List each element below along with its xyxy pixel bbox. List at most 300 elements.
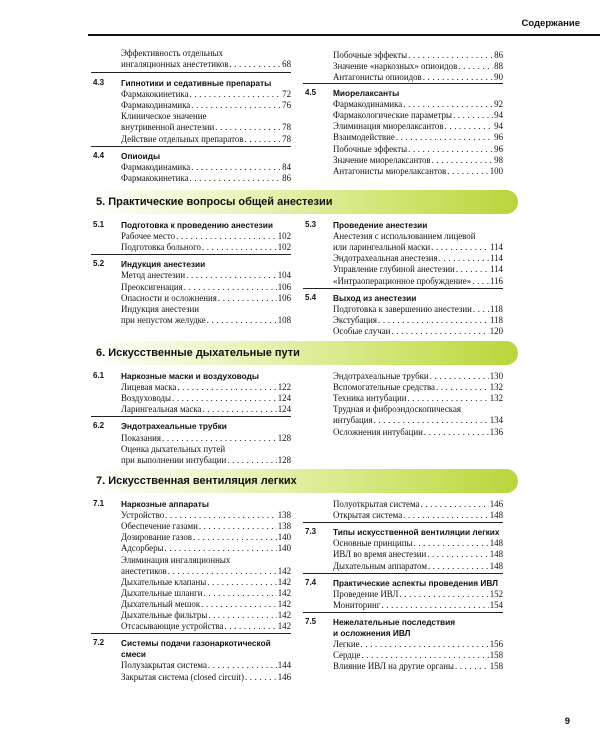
dot-leader <box>176 231 277 241</box>
toc-entry <box>333 276 503 286</box>
dot-leader <box>427 549 488 559</box>
chapter-heading: 7. Искусственная вентиляция легких <box>88 469 518 493</box>
toc-entry <box>333 50 503 60</box>
toc-entry <box>121 59 291 69</box>
toc-page-number: 114 <box>490 264 503 275</box>
dot-leader <box>407 393 488 403</box>
toc-entry-label: Ларингеальная маска <box>121 404 202 415</box>
toc-entry-label: при выполнении интубации <box>121 454 227 465</box>
toc-entry <box>121 543 291 553</box>
toc-page-number: 142 <box>277 565 291 576</box>
toc-entry-label: Клиническое значение <box>121 111 207 122</box>
toc-page-number: 146 <box>277 671 291 682</box>
toc-entry-label: Антагонисты опиоидов <box>333 72 422 83</box>
toc-entry <box>121 555 291 565</box>
toc-page-number: 142 <box>277 576 291 587</box>
toc-entry <box>121 404 291 414</box>
toc-entry-label: «Интраоперационное пробуждение» <box>333 275 472 286</box>
toc-entry-label: Метод анестезии <box>121 270 186 281</box>
dot-leader <box>414 538 489 548</box>
toc-entry <box>333 304 503 314</box>
toc-entry-label: Подготовка больного <box>121 242 201 253</box>
dot-leader <box>207 315 277 325</box>
toc-page-number: 148 <box>489 510 503 521</box>
toc-entry-label: Действие отдельных препаратов <box>121 133 244 144</box>
toc-entry <box>121 433 291 443</box>
dot-leader <box>207 577 277 587</box>
toc-entry-label: Открытая система <box>333 510 403 521</box>
toc-page-number: 68 <box>282 59 291 70</box>
toc-entry <box>333 121 503 131</box>
toc-entry <box>333 110 503 120</box>
toc-entry-label: Управление глубиной анестезии <box>333 264 455 275</box>
toc-entry-label: Показания <box>121 432 161 443</box>
section-rule <box>303 522 503 523</box>
toc-page-number: 102 <box>277 231 291 242</box>
section-rule <box>303 573 503 574</box>
toc-entry-label: Дыхательные клапаны <box>121 576 207 587</box>
toc-entry-label: или ларингеальной маски <box>333 242 431 253</box>
toc-page-number: 106 <box>277 281 291 292</box>
toc-entry <box>121 315 291 325</box>
toc-entry <box>333 589 503 599</box>
toc-page-number: 86 <box>282 172 291 183</box>
toc-entry-label: Элиминация миорелаксантов <box>333 121 444 132</box>
toc-entry-label: Значение миорелаксантов <box>333 154 431 165</box>
toc-page-number: 138 <box>277 510 291 521</box>
section-number: 6.1 <box>93 371 105 380</box>
dot-leader <box>424 427 489 437</box>
toc-entry-label: Фармакологические параметры <box>333 110 452 121</box>
dot-leader <box>420 499 488 509</box>
dot-leader <box>408 144 493 154</box>
toc-page-number: 158 <box>489 661 503 672</box>
toc-entry-label: Сердце <box>333 650 361 661</box>
dot-leader <box>225 621 277 631</box>
toc-entry-label: Дыхательные шланги <box>121 587 203 598</box>
dot-leader <box>391 326 488 336</box>
toc-page-number: 138 <box>277 521 291 532</box>
toc-entry <box>121 532 291 542</box>
toc-entry <box>121 382 291 392</box>
dot-leader <box>455 661 489 671</box>
toc-page-number: 142 <box>277 610 291 620</box>
dot-leader <box>184 282 277 292</box>
dot-leader <box>164 543 276 553</box>
toc-entry <box>333 242 503 252</box>
toc-entry-label: интубация <box>333 415 373 426</box>
toc-page-number: 118 <box>490 314 503 325</box>
dot-leader <box>227 455 276 465</box>
section-number: 4.3 <box>93 78 105 87</box>
toc-entry <box>333 253 503 263</box>
toc-entry <box>121 444 291 454</box>
toc-entry-label: Анестезия с использованием лицевой <box>333 231 476 242</box>
toc-entry <box>333 639 503 649</box>
section-rule <box>91 146 291 147</box>
dot-leader <box>403 510 489 520</box>
dot-leader <box>208 610 276 620</box>
toc-entry-label: Взаимодействие <box>333 132 395 143</box>
toc-page-number: 90 <box>494 72 503 83</box>
section-title: Системы подачи газонаркотической <box>121 638 271 649</box>
section-number: 7.3 <box>305 527 317 537</box>
toc-entry-label: при непустом желудке <box>121 314 206 325</box>
toc-entry-label: Устройство <box>121 510 165 521</box>
toc-entry-label: Фармакодинамика <box>121 161 191 172</box>
toc-entry-label: Эффективность отдельных <box>121 48 223 58</box>
dot-leader <box>203 404 277 414</box>
toc-entry-label: ингаляционных анестетиков <box>121 59 229 70</box>
dot-leader <box>458 61 493 71</box>
toc-entry <box>333 415 503 425</box>
toc-entry-label: Опасности и осложнения <box>121 292 217 303</box>
toc-page-number: 154 <box>489 599 503 610</box>
toc-page-number: 132 <box>489 382 503 393</box>
section-rule <box>91 254 291 255</box>
toc-entry-label: Индукция анестезии <box>121 303 199 314</box>
toc-entry <box>333 427 503 437</box>
toc-entry <box>121 134 291 144</box>
toc-page-number: 96 <box>494 143 503 154</box>
toc-entry-label: Проведение ИВЛ <box>333 588 399 599</box>
toc-entry-label: Техника интубации <box>333 393 407 404</box>
dot-leader <box>431 242 489 252</box>
toc-entry <box>121 577 291 587</box>
toc-page-number: 142 <box>277 587 291 598</box>
toc-entry <box>333 326 503 336</box>
toc-entry <box>333 144 503 154</box>
section-title: Наркозные маски и воздуховоды <box>121 371 259 381</box>
dot-leader <box>447 166 488 176</box>
toc-entry <box>121 621 291 631</box>
toc-page-number: 128 <box>277 454 291 465</box>
toc-entry-label: Вспомогательные средства <box>333 382 435 393</box>
toc-entry <box>333 510 503 520</box>
dot-leader <box>436 382 489 392</box>
dot-leader <box>396 132 493 142</box>
toc-entry <box>121 610 291 620</box>
toc-entry-label: Адсорберы <box>121 543 164 554</box>
toc-page-number: 96 <box>494 132 503 143</box>
section-rule <box>303 83 503 84</box>
toc-entry <box>121 599 291 609</box>
toc-entry <box>121 231 291 241</box>
dot-leader <box>430 371 489 381</box>
section-rule <box>303 288 503 289</box>
dot-leader <box>165 510 277 520</box>
section-number: 7.5 <box>305 616 317 626</box>
dot-leader <box>428 561 489 571</box>
toc-entry <box>121 393 291 403</box>
section-title: Гипнотики и седативные препараты <box>121 78 272 88</box>
toc-page-number: 114 <box>490 242 503 253</box>
toc-entry <box>333 231 503 241</box>
toc-entry-label: ИВЛ во время анестезии <box>333 549 427 560</box>
toc-page-number: 108 <box>277 314 291 325</box>
toc-entry <box>333 650 503 660</box>
dot-leader <box>172 393 277 403</box>
running-header: Содержание <box>521 18 580 29</box>
toc-page-number: 94 <box>494 110 503 121</box>
toc-entry-label: Легкие <box>333 639 360 650</box>
toc-page-number: 142 <box>277 598 291 609</box>
dot-leader <box>190 173 282 183</box>
dot-leader <box>381 600 488 610</box>
toc-entry-label: Осложнения интубации <box>333 426 423 437</box>
toc-page-number: 72 <box>282 89 291 100</box>
toc-page-number: 104 <box>277 270 291 281</box>
section-number: 5.4 <box>305 292 317 302</box>
dot-leader <box>439 253 489 263</box>
toc-entry-label: Полузакрытая система <box>121 660 207 671</box>
toc-page-number: 132 <box>489 393 503 404</box>
toc-page-number: 140 <box>277 532 291 543</box>
section-rule <box>91 633 291 634</box>
toc-entry <box>333 600 503 610</box>
dot-leader <box>432 155 494 165</box>
toc-page-number: 98 <box>494 154 503 165</box>
toc-entry-label: Дыхательный мешок <box>121 598 201 609</box>
toc-page-number: 122 <box>277 382 291 393</box>
dot-leader <box>456 264 489 274</box>
dot-leader <box>162 433 277 443</box>
dot-leader <box>399 589 488 599</box>
toc-page-number: 148 <box>489 538 503 549</box>
section-title: Наркозные аппараты <box>121 499 209 509</box>
toc-page-number: 76 <box>282 100 291 111</box>
dot-leader <box>202 242 277 252</box>
toc-entry-label: Закрытая система (closed circuit) <box>121 671 244 682</box>
dot-leader <box>208 660 277 670</box>
section-title: смеси <box>121 649 146 660</box>
toc-entry-label: Рабочее место <box>121 231 176 242</box>
section-title: Опиоиды <box>121 150 161 161</box>
toc-entry-label: Обеспечение газами <box>121 521 198 532</box>
toc-page-number: 86 <box>494 50 503 60</box>
dot-leader <box>403 99 493 109</box>
toc-entry-label: Отсасывающие устройства <box>121 621 224 632</box>
toc-entry-label: Побочные эффекты <box>333 50 408 60</box>
toc-page-number: 140 <box>277 543 291 554</box>
toc-entry <box>121 510 291 520</box>
toc-entry <box>333 661 503 671</box>
dot-leader <box>215 122 281 132</box>
chapter-heading: 6. Искусственные дыхательные пути <box>88 341 518 365</box>
toc-entry-label: Элиминация ингаляционных <box>121 554 231 565</box>
toc-entry <box>333 561 503 571</box>
toc-entry-label: Экстубация <box>333 314 378 325</box>
toc-entry-label: Воздуховоды <box>121 393 171 404</box>
chapter-heading: 5. Практические вопросы общей анестезии <box>88 190 518 214</box>
toc-entry-label: анестетиков <box>121 565 167 576</box>
dot-leader <box>204 588 277 598</box>
dot-leader <box>191 100 281 110</box>
toc-entry-label: Дыхательным аппаратом <box>333 560 427 571</box>
toc-page-number: 100 <box>489 165 503 176</box>
toc-entry <box>121 111 291 121</box>
toc-entry <box>121 270 291 280</box>
toc-page-number: 78 <box>282 133 291 144</box>
toc-entry-label: Основные принципы <box>333 538 413 549</box>
section-title: Нежелательные последствия <box>333 616 456 627</box>
dot-leader <box>423 72 493 82</box>
dot-leader <box>245 134 282 144</box>
toc-entry-label: Мониторинг <box>333 599 381 610</box>
toc-entry <box>121 293 291 303</box>
section-number: 4.4 <box>93 150 105 160</box>
toc-page-number: 158 <box>489 650 503 661</box>
dot-leader <box>374 415 489 425</box>
page-number: 9 <box>564 716 570 727</box>
section-number: 5.2 <box>93 259 105 269</box>
toc-page-number: 124 <box>277 393 291 404</box>
toc-entry <box>121 588 291 598</box>
toc-entry-label: Преоксигенация <box>121 281 183 292</box>
toc-entry <box>333 72 503 82</box>
section-title: Типы искусственной вентиляции легких <box>333 527 500 538</box>
toc-entry-label: Оценка дыхательных путей <box>121 443 226 454</box>
toc-page-number: 106 <box>277 292 291 303</box>
toc-entry-label: Фармакокинетика <box>121 172 189 183</box>
dot-leader <box>408 50 493 60</box>
section-number: 7.2 <box>93 638 105 648</box>
dot-leader <box>191 162 281 172</box>
toc-page-number: 128 <box>277 432 291 443</box>
section-title: Выход из анестезии <box>333 292 417 303</box>
toc-page-number: 134 <box>489 415 503 426</box>
section-number: 5.1 <box>93 220 105 229</box>
toc-entry <box>121 660 291 670</box>
dot-leader <box>473 304 489 314</box>
toc-entry-label: Лицевая маска <box>121 382 177 393</box>
section-rule <box>91 72 291 73</box>
section-rule <box>91 416 291 417</box>
toc-page-number: 114 <box>490 253 503 264</box>
dot-leader <box>445 121 494 131</box>
toc-entry <box>333 393 503 403</box>
toc-page-number: 146 <box>489 499 503 509</box>
toc-page-number: 124 <box>277 404 291 415</box>
toc-entry <box>333 132 503 142</box>
toc-entry <box>121 566 291 576</box>
section-title: Практические аспекты проведения ИВЛ <box>333 577 498 588</box>
toc-entry <box>333 499 503 509</box>
dot-leader <box>378 315 489 325</box>
toc-entry-label: Фармакодинамика <box>333 99 403 110</box>
toc-page-number: 120 <box>489 325 503 336</box>
section-number: 7.1 <box>93 499 105 508</box>
section-title: Миорелаксанты <box>333 88 400 98</box>
toc-entry <box>333 404 503 414</box>
dot-leader <box>245 672 277 682</box>
toc-entry <box>121 89 291 99</box>
toc-page-number: 148 <box>489 549 503 560</box>
toc-entry <box>333 382 503 392</box>
dot-leader <box>168 566 277 576</box>
toc-page-number: 92 <box>494 99 503 110</box>
section-title: Индукция анестезии <box>121 259 206 270</box>
dot-leader <box>218 293 277 303</box>
section-number: 4.5 <box>305 88 317 97</box>
toc-entry <box>333 371 503 381</box>
toc-entry-label: Антагонисты миорелаксантов <box>333 165 447 176</box>
toc-page-number: 136 <box>489 426 503 437</box>
toc-entry <box>333 315 503 325</box>
dot-leader <box>453 110 493 120</box>
header-rule <box>88 34 600 36</box>
toc-entry-label: Фармакодинамика <box>121 100 191 111</box>
toc-entry <box>333 61 503 71</box>
section-title: Эндотрахеальные трубки <box>121 421 227 432</box>
toc-page-number: 102 <box>277 242 291 253</box>
toc-entry-label: Эндотрахеальная анестезия <box>333 253 438 264</box>
dot-leader <box>201 599 277 609</box>
toc-page-number: 118 <box>490 303 503 314</box>
toc-entry <box>121 242 291 252</box>
toc-entry-label: Побочные эффекты <box>333 143 408 154</box>
dot-leader <box>193 532 277 542</box>
dot-leader <box>199 521 277 531</box>
toc-entry-label: Подготовка к завершению анестезии <box>333 303 472 314</box>
toc-page-number: 148 <box>489 560 503 571</box>
dot-leader <box>362 650 489 660</box>
toc-entry <box>333 166 503 176</box>
toc-entry-label: Дыхательные фильтры <box>121 610 208 620</box>
toc-page-number: 152 <box>489 588 503 599</box>
toc-entry-label: Фармакокинетика <box>121 89 189 100</box>
toc-entry <box>121 122 291 132</box>
section-number: 6.2 <box>93 421 105 431</box>
dot-leader <box>177 382 276 392</box>
toc-page-number: 156 <box>489 639 503 650</box>
toc-page-number: 84 <box>282 161 291 172</box>
toc-entry <box>121 162 291 172</box>
toc-entry <box>333 264 503 274</box>
section-rule <box>303 612 503 613</box>
toc-entry <box>121 100 291 110</box>
dot-leader <box>186 270 277 280</box>
toc-page-number: 88 <box>494 61 503 72</box>
section-title: Проведение анестезии <box>333 220 428 230</box>
toc-entry <box>121 521 291 531</box>
toc-page-number: 142 <box>277 621 291 632</box>
dot-leader <box>229 59 281 69</box>
toc-entry-label: Влияние ИВЛ на другие органы <box>333 661 454 672</box>
toc-entry <box>121 48 291 58</box>
section-number: 5.3 <box>305 220 317 229</box>
toc-entry <box>121 173 291 183</box>
toc-entry <box>333 538 503 548</box>
section-title: Подготовка к проведению анестезии <box>121 220 273 230</box>
toc-page-number: 78 <box>282 122 291 133</box>
toc-page-number: 144 <box>277 660 291 671</box>
toc-entry <box>121 672 291 682</box>
dot-leader <box>472 276 489 286</box>
toc-entry-label: Полуоткрытая система <box>333 499 420 509</box>
toc-entry-label: Особые случаи <box>333 325 391 336</box>
toc-entry <box>333 155 503 165</box>
dot-leader <box>361 639 489 649</box>
toc-entry-label: Эндотрахеальные трубки <box>333 371 429 381</box>
toc-page-number: 130 <box>489 371 503 381</box>
toc-entry-label: Трудная и фиброэндоскопическая <box>333 404 461 415</box>
toc-page-number: 116 <box>490 275 503 286</box>
toc-entry <box>121 282 291 292</box>
section-title: и осложнения ИВЛ <box>333 628 411 638</box>
toc-page-number: 94 <box>494 121 503 132</box>
toc-entry <box>121 455 291 465</box>
